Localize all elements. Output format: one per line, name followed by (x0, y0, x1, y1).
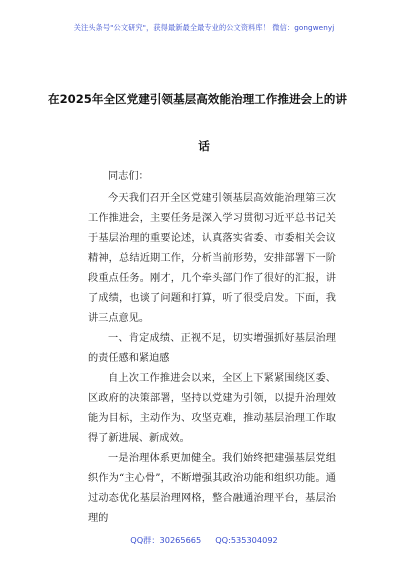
document-body (88, 167, 336, 529)
greeting-paragraph: 同志们： (108, 171, 149, 182)
document-title-continued: 话 (198, 139, 210, 153)
body-paragraph: 自上次工作推进会以来，全区上下紧紧围绕区委、区政府的决策部署，坚持以党建为引领，以提升治理效能为目标，主动作为、攻坚克难，推动基层治理工作取得了新进展、新成效。 (88, 373, 336, 444)
body-paragraph: 今天我们召开全区党建引领基层高效能治理第三次工作推进会，主要任务是深入学习贯彻习近平总书记关于基层治理的重要论述，认真落实省委、市委相关会议精神，总结近期工作，分析当前形势，安排部署下一阶段重点任务。刚才，几个牵头部门作了很好的汇报，讲了成绩，也谈了问题和打算，听了很受启发。下面，我讲三点意见。 (88, 193, 336, 324)
footer-contact (0, 535, 408, 546)
header-promo-note: 关注头条号"公文研究"，获得最新最全最专业的公文资料库！ 微信：gongwenyj (73, 23, 335, 32)
footer-qq: QQ:535304092 (215, 535, 278, 545)
footer-qq-group: QQ群：30265665 (130, 535, 202, 545)
section-heading: 一、肯定成绩、正视不足，切实增强抓好基层治理的责任感和紧迫感 (88, 333, 336, 364)
body-paragraph: 一是治理体系更加健全。我们始终把建强基层党组织作为“主心骨”，不断增强其政治功能和组织功能。通过动态优化基层治理网格，整合融通治理平台，基层治理的 (88, 453, 336, 524)
document-title: 在2025年全区党建引领基层高效能治理工作推进会上的讲 (48, 92, 347, 106)
